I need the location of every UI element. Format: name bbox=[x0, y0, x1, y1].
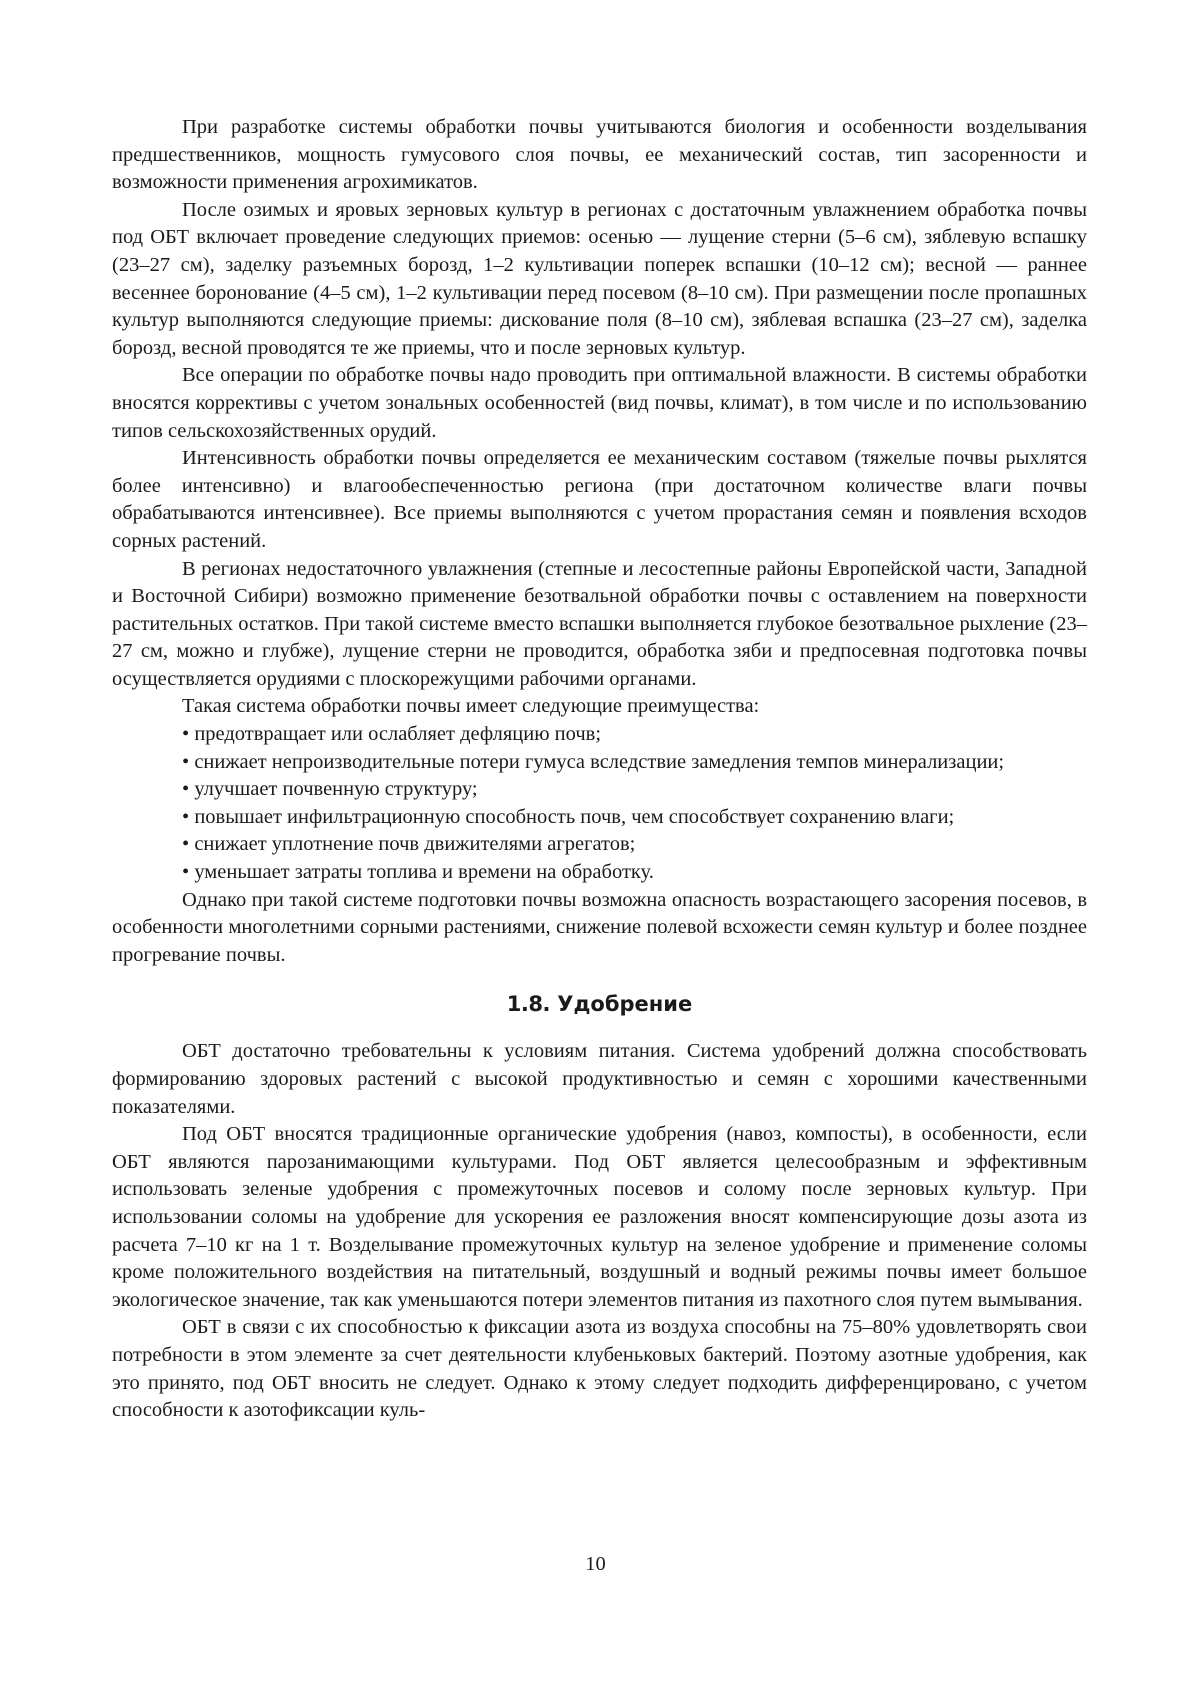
list-item bbox=[112, 859, 1087, 887]
advantages-list bbox=[112, 721, 1087, 887]
list-item bbox=[112, 831, 1087, 859]
paragraph-tillage-planning: При разработке системы обработки почвы учитываются биология и особенности возделывания предшественников, мощность гумусового слоя почвы, ее механический состав, тип засоренности и возможности применения агрохимикатов. bbox=[112, 116, 1087, 194]
bullet-icon: • bbox=[182, 861, 190, 884]
paragraph-nitrogen-fixation: ОБТ в связи с их способностью к фиксации азота из воздуха способны на 75–80% удовлетворять свои потребности в этом элементе за счет деятельности клубеньковых бактерий. Поэтому азотные удобрения, как это принято, под ОБТ вносить не следует. Однако к этому следует подходить дифференцировано, с учетом способности к азотофиксации куль- bbox=[112, 1316, 1087, 1422]
list-item bbox=[112, 721, 1087, 749]
paragraph-organic-fertilizers: Под ОБТ вносятся традиционные органические удобрения (навоз, компосты), в особенности, если ОБТ являются парозанимающими культурами. Под ОБТ является целесообразным и эффективным использовать зеленые удобрения с промежуточных посевов и солому после зерновых культур. При использовании соломы на удобрение для ускорения ее разложения вносят компенсирующие дозы азота из расчета 7–10 кг на 1 т. Возделывание промежуточных культур на зеленое удобрение и применение соломы кроме положительного воздействия на питательный, воздушный и водный режимы почвы имеет большое экологическое значение, так как уменьшаются потери элементов питания из пахотного слоя путем вымывания. bbox=[112, 1123, 1087, 1311]
paragraph-tillage-intensity: Интенсивность обработки почвы определяется ее механическим составом (тяжелые почвы рыхлятся более интенсивно) и влагообеспеченностью региона (при достаточном количестве влаги почвы обрабатываются интенсивнее). Все приемы выполняются с учетом прорастания семян и появления всходов сорных растений. bbox=[112, 447, 1087, 552]
paragraph-disadvantages: Однако при такой системе подготовки почвы возможна опасность возрастающего засорения посевов, в особенности многолетними сорными растениями, снижение полевой всхожести семян культур и более позднее прогревание почвы. bbox=[112, 888, 1087, 966]
list-item bbox=[112, 776, 1087, 804]
list-item-text: снижает уплотнение почв движителями агрегатов; bbox=[194, 833, 636, 856]
bullet-icon: • bbox=[182, 805, 190, 828]
bullet-icon: • bbox=[182, 723, 190, 746]
list-item-text: повышает инфильтрационную способность почв, чем способствует сохранению влаги; bbox=[194, 805, 955, 828]
page-number: 10 bbox=[585, 1553, 606, 1575]
list-item-text: уменьшает затраты топлива и времени на обработку. bbox=[194, 861, 654, 884]
paragraph-advantages-intro: Такая система обработки почвы имеет следующие преимущества: bbox=[182, 695, 760, 718]
section-number: 1.8. bbox=[506, 992, 550, 1017]
document-page bbox=[112, 114, 1087, 1614]
list-item bbox=[112, 804, 1087, 832]
list-item-text: предотвращает или ослабляет дефляцию почв; bbox=[194, 723, 602, 746]
bullet-icon: • bbox=[182, 778, 190, 801]
list-item-text: снижает непроизводительные потери гумуса вследствие замедления темпов минерализации; bbox=[194, 750, 1005, 773]
section-title: Удобрение bbox=[557, 992, 693, 1017]
list-item bbox=[112, 749, 1087, 777]
paragraph-moldboardless-tillage: В регионах недостаточного увлажнения (степные и лесостепные районы Европейской части, Западной и Восточной Сибири) возможно применение безотвальной обработки почвы с оставлением на поверхности растительных остатков. При такой системе вместо вспашки выполняется глубокое безотвальное рыхление (23–27 см, можно и глубже), лущение стерни не проводится, обработка зяби и предпосевная подготовка почвы осуществляется орудиями с плоскорежущими рабочими органами. bbox=[112, 557, 1087, 690]
paragraph-optimal-moisture: Все операции по обработке почвы надо проводить при оптимальной влажности. В системы обработки вносятся коррективы с учетом зональных особенностей (вид почвы, климат), в том числе и по использованию типов сельскохозяйственных орудий. bbox=[112, 364, 1087, 442]
list-item-text: улучшает почвенную структуру; bbox=[194, 778, 478, 801]
section-heading bbox=[112, 990, 1087, 1018]
bullet-icon: • bbox=[182, 833, 190, 856]
paragraph-tillage-after-cereals: После озимых и яровых зерновых культур в регионах с достаточным увлажнением обработка почвы под ОБТ включает проведение следующих приемов: осенью — лущение стерни (5–6 см), зяблевую вспашку (23–27 см), заделку разъемных борозд, 1–2 культивации поперек вспашки (10–12 см); весной — раннее весеннее боронование (4–5 см), 1–2 культивации перед посевом (8–10 см). При размещении после пропашных культур выполняются следующие приемы: дискование поля (8–10 см), зяблевая вспашка (23–27 см), заделка борозд, весной проводятся те же приемы, что и после зерновых культур. bbox=[112, 198, 1087, 359]
bullet-icon: • bbox=[182, 750, 190, 773]
paragraph-nutrition-requirements: ОБТ достаточно требовательны к условиям питания. Система удобрений должна способствовать формированию здоровых растений с высокой продуктивностью и семян с хорошими качественными показателями. bbox=[112, 1040, 1087, 1118]
